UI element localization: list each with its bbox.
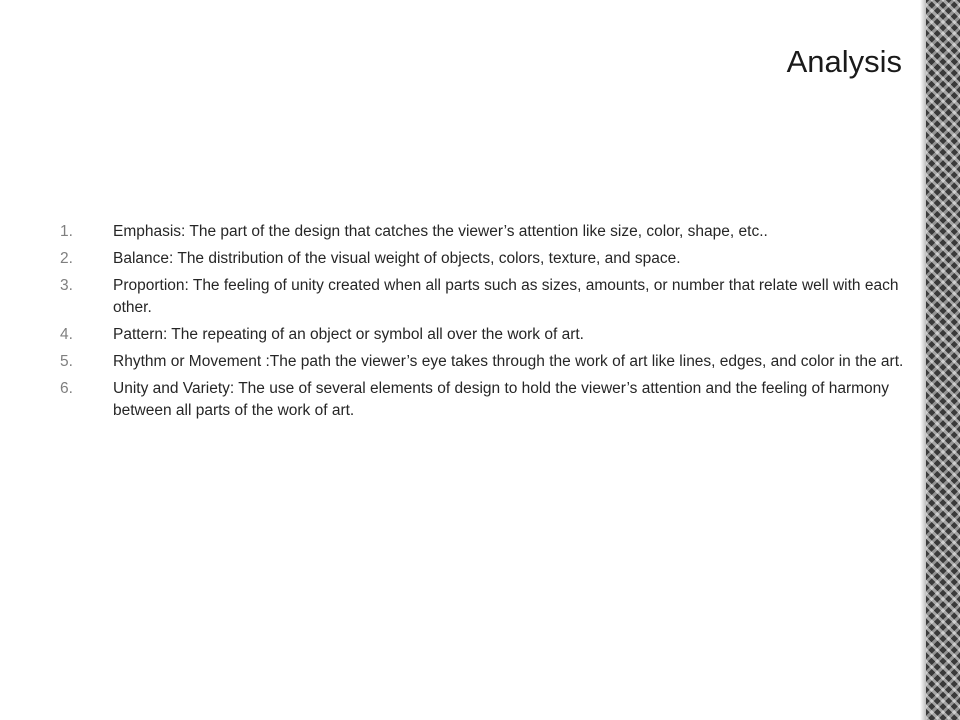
list-item-number: 6.: [60, 380, 73, 397]
list-item-text: Pattern: The repeating of an object or symbol all over the work of art.: [113, 326, 584, 343]
list-item-text: Unity and Variety: The use of several elements of design to hold the viewer’s attention and the feeling of harmony between all parts of the work of art.: [113, 380, 890, 419]
list-item-number: 3.: [60, 277, 73, 294]
list-item: [60, 221, 922, 243]
list-item: [60, 378, 922, 422]
slide-title: Analysis: [786, 44, 902, 79]
list-item-text: Proportion: The feeling of unity created when all parts such as sizes, amounts, or number that relate well with each other.: [113, 277, 899, 316]
list-item-number: 2.: [60, 250, 73, 267]
list-item-number: 4.: [60, 326, 73, 343]
list-item-text: Emphasis: The part of the design that catches the viewer’s attention like size, color, shape, etc..: [113, 223, 768, 240]
list-item-number: 5.: [60, 353, 73, 370]
decorative-side-pattern: [926, 0, 960, 720]
list-item: [60, 275, 922, 319]
list-item-number: 1.: [60, 223, 73, 240]
list-item-text: Balance: The distribution of the visual weight of objects, colors, texture, and space.: [113, 250, 681, 267]
list-item: [60, 351, 922, 373]
list-item-text: Rhythm or Movement :The path the viewer’s eye takes through the work of art like lines, edges, and color in the art.: [113, 353, 904, 370]
list-item: [60, 248, 922, 270]
analysis-list: [60, 221, 922, 427]
list-item: [60, 324, 922, 346]
